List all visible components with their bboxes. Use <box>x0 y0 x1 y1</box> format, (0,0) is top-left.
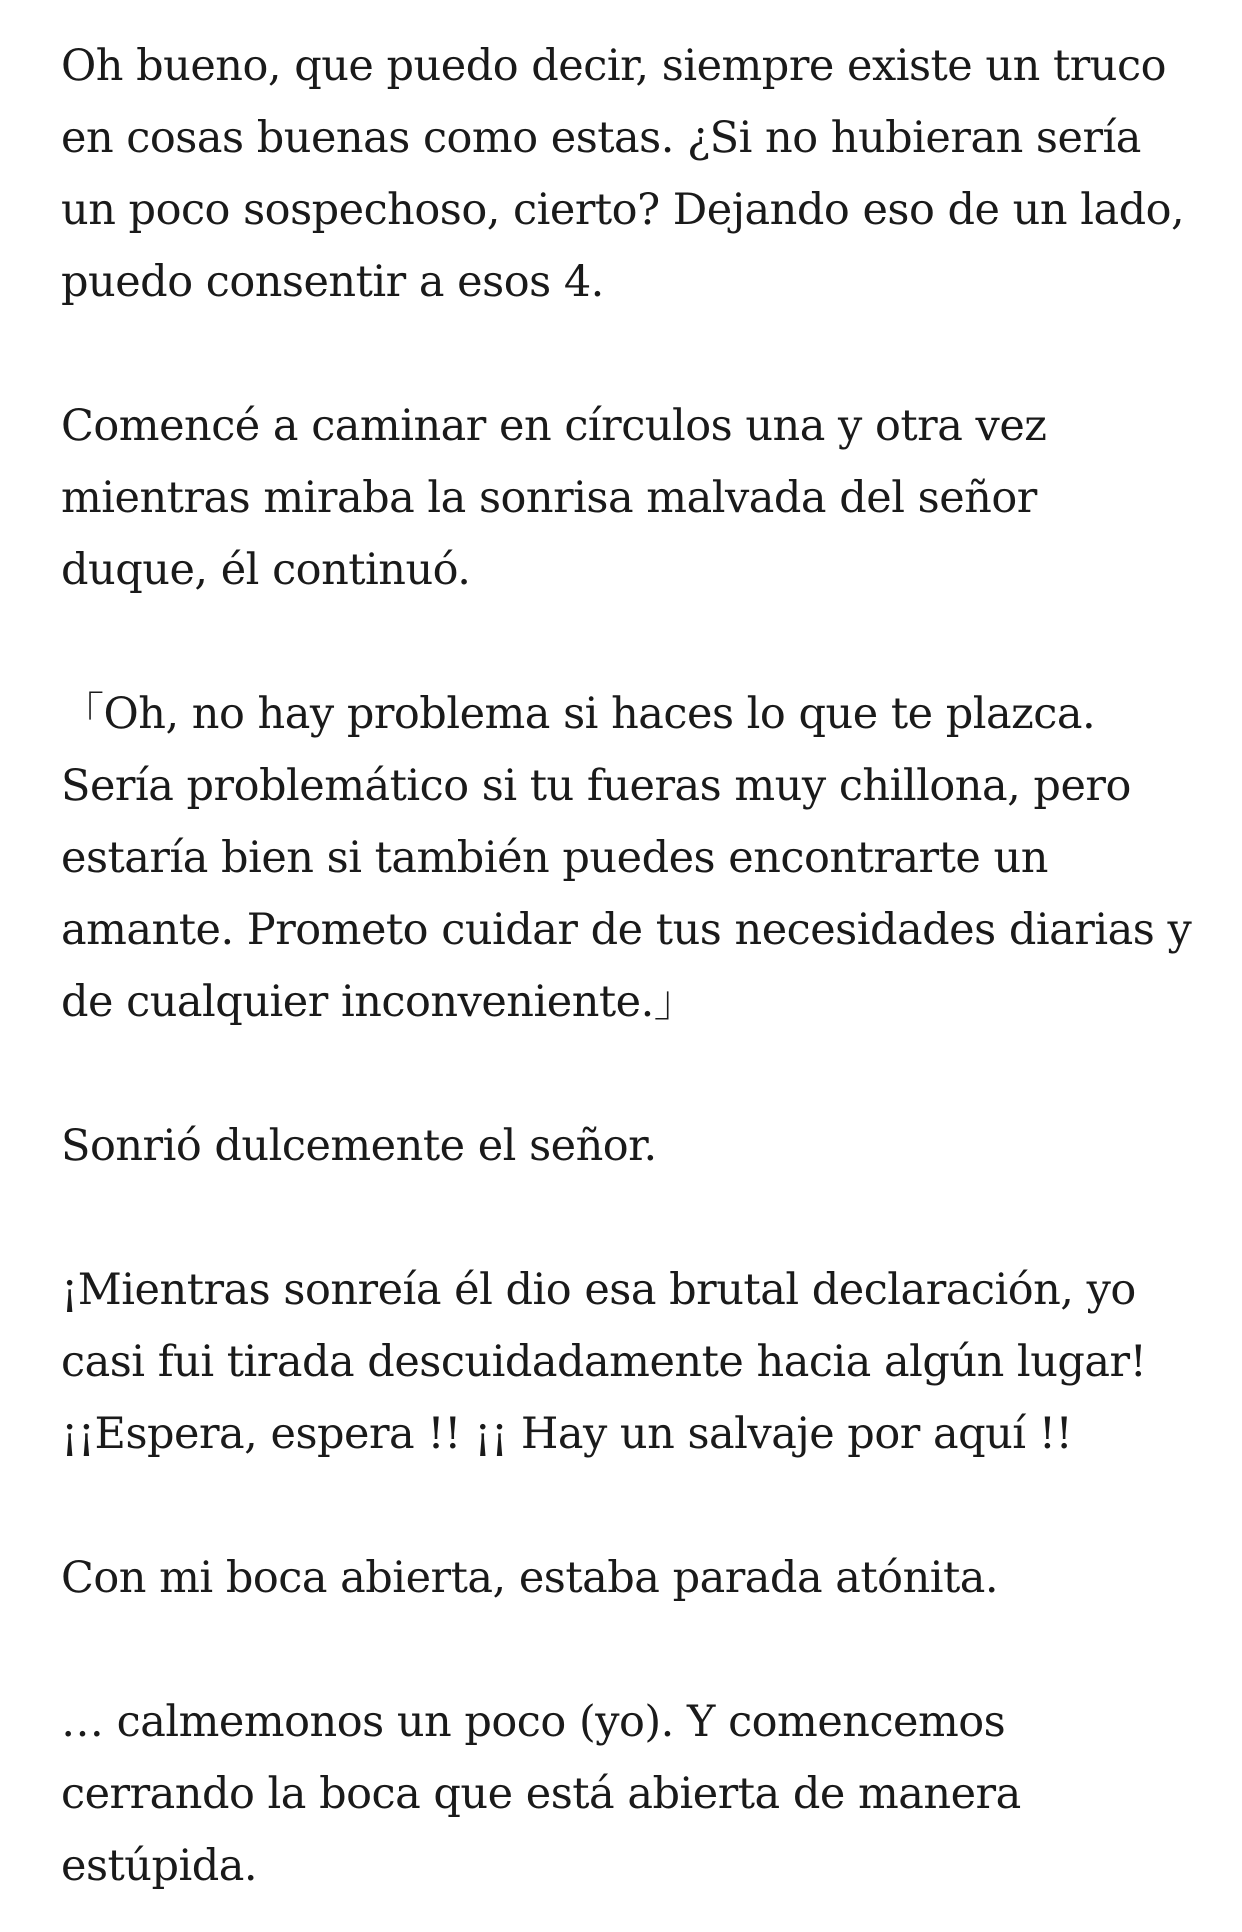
paragraph: 「Oh, no hay problema si haces lo que te plazca. Sería problemático si tu fueras muy chillona, pero estaría bien si también puedes encontrarte un amante. Prometo cuidar de tus necesidades diarias y de cualquier inconveniente.」 <box>61 689 1192 1027</box>
paragraph: Sonrió dulcemente el señor. <box>61 1121 657 1171</box>
paragraph: Oh bueno, que puedo decir, siempre existe un truco en cosas buenas como estas. ¿Si no hubieran sería un poco sospechoso, cierto? Dejando eso de un lado, puedo consentir a esos 4. <box>61 41 1185 307</box>
paragraph: ¡Mientras sonreía él dio esa brutal declaración, yo casi fui tirada descuidadamente hacia algún lugar! ¡¡Espera, espera !! ¡¡ Hay un salvaje por aquí !! <box>61 1265 1147 1459</box>
paragraph: Comencé a caminar en círculos una y otra vez mientras miraba la sonrisa malvada del señor duque, él continuó. <box>61 401 1047 595</box>
paragraph: … calmemonos un poco (yo). Y comencemos cerrando la boca que está abierta de manera estúpida. <box>61 1697 1021 1891</box>
story-text <box>61 30 1192 1902</box>
paragraph: Con mi boca abierta, estaba parada atónita. <box>61 1553 999 1603</box>
